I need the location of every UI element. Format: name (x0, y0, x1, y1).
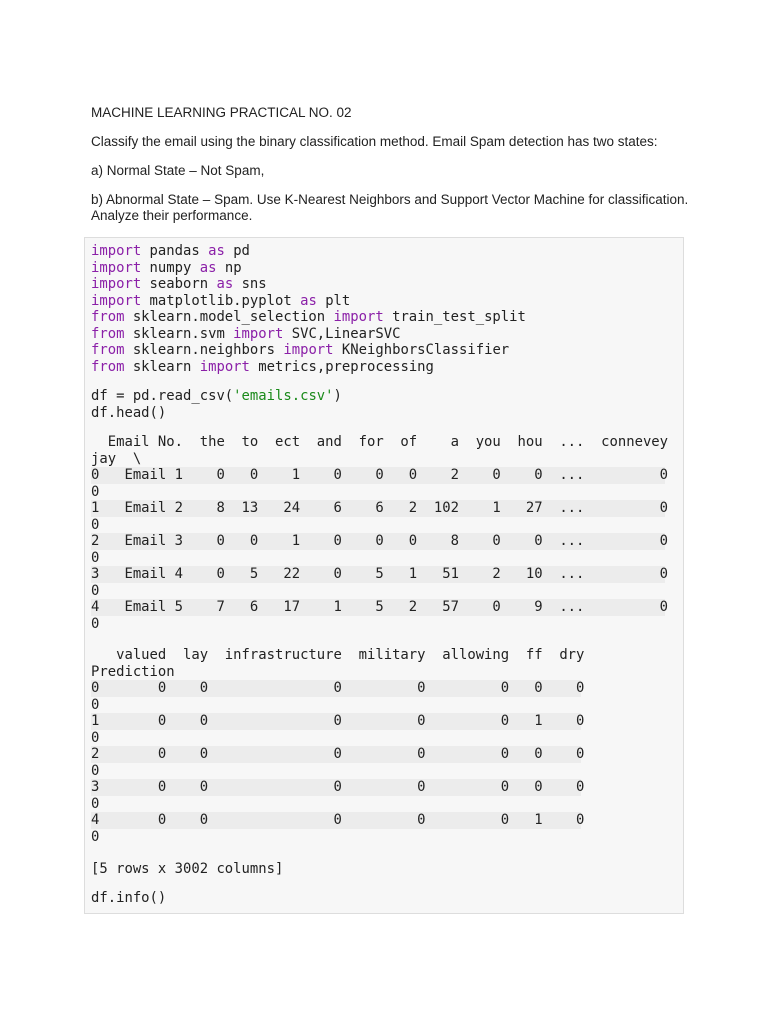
df-row: 1 Email 2 8 13 24 6 6 2 102 1 27 ... 0 (91, 500, 669, 516)
df-row: 0 Email 1 0 0 1 0 0 0 2 0 0 ... 0 (91, 467, 669, 483)
df-row-continuation: 0 (91, 762, 100, 779)
import-block (91, 243, 526, 375)
df-row-continuation: 0 (91, 516, 100, 533)
csv-filename: 'emails.csv' (233, 388, 334, 404)
df-row: 2 0 0 0 0 0 0 0 (91, 746, 585, 762)
task-description: Classify the email using the binary classification method. Email Spam detection has two states: (91, 134, 658, 149)
state-normal: a) Normal State – Not Spam, (91, 163, 265, 178)
df-row-continuation: 0 (91, 696, 100, 713)
df1-header: Email No. the to ect and for of a you hou ... connevey jay \ (91, 434, 669, 467)
df-row-continuation: 0 (91, 582, 100, 599)
df2-header: valued lay infrastructure military allowing ff dry Prediction (91, 647, 585, 680)
head-call: df.head() (91, 404, 167, 421)
df-row: 3 0 0 0 0 0 0 0 (91, 779, 585, 795)
import-line: from sklearn import metrics,preprocessing (91, 358, 434, 375)
document-heading: MACHINE LEARNING PRACTICAL NO. 02 (91, 105, 352, 120)
state-abnormal: b) Abnormal State – Spam. Use K-Nearest Neighbors and Support Vector Machine for classification. Analyze their performance. (91, 192, 689, 223)
import-line: from sklearn.svm import SVC,LinearSVC (91, 325, 401, 342)
df-row: 4 Email 5 7 6 17 1 5 2 57 0 9 ... 0 (91, 599, 669, 615)
import-line: import matplotlib.pyplot as plt (91, 292, 351, 309)
import-line: from sklearn.model_selection import train_test_split (91, 309, 526, 325)
df-row: 4 0 0 0 0 0 1 0 (91, 812, 585, 828)
dataframe-output-part1 (91, 434, 668, 632)
import-line: import numpy as np (91, 259, 242, 276)
df-row-continuation: 0 (91, 483, 100, 500)
df-row: 0 0 0 0 0 0 0 0 (91, 680, 585, 696)
dataframe-output-part2 (91, 647, 584, 845)
df-row: 1 0 0 0 0 0 1 0 (91, 713, 585, 729)
df-row-continuation: 0 (91, 729, 100, 746)
read-csv-block: df = pd.read_csv('emails.csv') df.head() (91, 388, 342, 421)
import-line: import pandas as pd (91, 243, 250, 259)
df-row-continuation: 0 (91, 549, 100, 566)
dataframe-shape-note: [5 rows x 3002 columns] (91, 861, 284, 877)
import-line: import seaborn as sns (91, 276, 267, 292)
df-row-continuation: 0 (91, 795, 100, 812)
df-row: 3 Email 4 0 5 22 0 5 1 51 2 10 ... 0 (91, 566, 669, 582)
df-row-continuation: 0 (91, 828, 100, 845)
info-call: df.info() (91, 890, 167, 906)
df-row: 2 Email 3 0 0 1 0 0 0 8 0 0 ... 0 (91, 533, 669, 549)
df-row-continuation: 0 (91, 615, 100, 632)
import-line: from sklearn.neighbors import KNeighborsClassifier (91, 342, 510, 358)
